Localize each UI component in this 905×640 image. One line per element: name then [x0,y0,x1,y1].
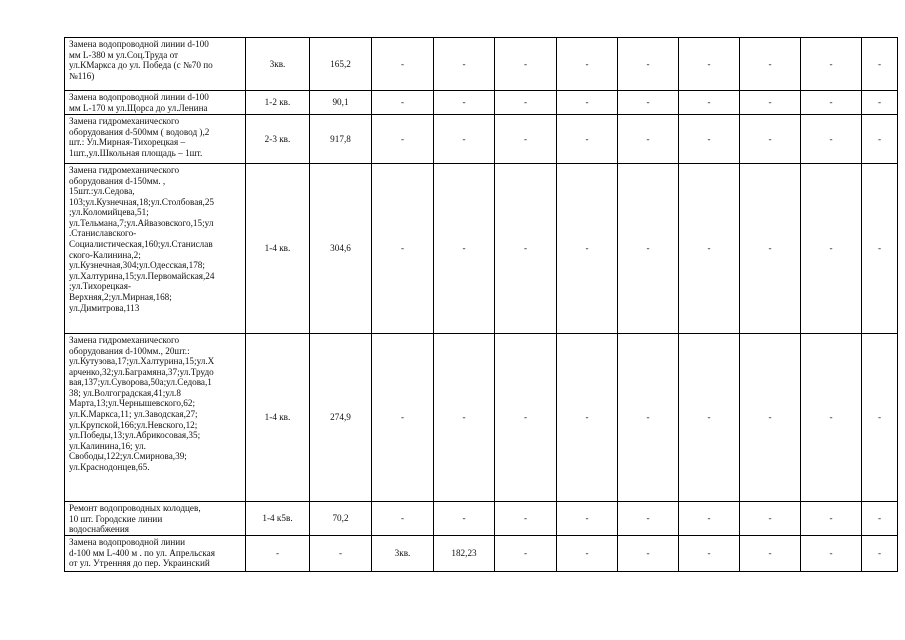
table-cell: 165,2 [310,38,372,91]
work-description-line: оборудования d-150мм. , [69,175,166,186]
table-cell: - [740,91,801,115]
work-description-line: от ул. Утренняя до пер. Украинский [69,558,210,569]
table-cell: - [495,536,557,572]
work-description-line: мм L-170 м ул.Щорса до ул.Ленина [69,102,208,113]
work-description-line: 1шт.,ул.Школьная площадь – 1шт. [69,147,203,158]
table-cell: 3кв. [246,38,310,91]
work-description-line: Марта,13;ул.Чернышевского,62; [69,398,196,409]
table-cell: - [862,115,898,164]
table-cell: - [372,115,434,164]
table-cell: - [495,164,557,334]
table-cell: - [801,536,862,572]
table-cell: - [557,38,618,91]
work-description-line: Верхняя,2;ул.Мирная,168; [69,291,172,302]
table-cell: - [434,334,495,502]
work-description-line: ул.Победы,13;ул.Абрикосовая,35; [69,430,201,441]
table-cell: - [862,91,898,115]
table-cell: - [434,91,495,115]
work-description-line: Замена водопроводной линии d-100 [69,92,209,102]
table-cell: - [495,91,557,115]
table-cell: - [740,536,801,572]
work-description-line: ул.Крупской,166;ул.Невского,12; [69,419,198,430]
table-cell: 917,8 [310,115,372,164]
table-cell: - [618,91,679,115]
table-cell: - [372,164,434,334]
work-description-line: ул.Кутузова,17;ул.Халтурина,15;ул.Х [69,356,215,367]
table-cell: - [801,502,862,536]
work-description-line: Замена гидромеханического [69,116,180,126]
table-cell: - [618,38,679,91]
work-description-line: ул.Краснодонцев,65. [69,461,150,472]
table-cell: 1-4 кв. [246,334,310,502]
work-description-line: ул.Калинина,16; ул. [69,440,146,451]
table-cell: - [679,38,740,91]
table-cell: - [246,536,310,572]
table-row [65,164,898,334]
table-cell: - [434,164,495,334]
work-description-cell [65,334,246,502]
work-description-line: водоснабжения [69,524,129,535]
table-cell: - [495,334,557,502]
work-description-line: ;ул.Тихорецкая- [69,281,132,292]
table-cell: 2-3 кв. [246,115,310,164]
table-cell: 1-2 кв. [246,91,310,115]
table-cell: - [801,164,862,334]
table-cell: - [801,91,862,115]
work-description-line: Замена гидромеханического [69,165,180,175]
table-cell: - [862,536,898,572]
table-cell: - [434,115,495,164]
table-cell: 304,6 [310,164,372,334]
table-cell: - [740,502,801,536]
work-description-line: вая,137;ул.Суворова,50а;ул.Седова,1 [69,377,212,388]
work-description-line: .Станиславского- [69,228,137,239]
work-description-line: 103;ул.Кузнечная,18;ул.Столбовая,25 [69,196,215,207]
table-cell: - [310,536,372,572]
table-cell: - [495,115,557,164]
work-description-line: Ремонт водопроводных колодцев, [69,503,201,513]
table-cell: - [801,38,862,91]
table-cell: 1-4 кв. [246,164,310,334]
table-cell: - [618,334,679,502]
table-cell: - [740,38,801,91]
table-cell: - [434,38,495,91]
work-description-line: оборудования d-100мм., 20шт.: [69,345,190,356]
work-description-cell [65,91,246,115]
table-row [65,91,898,115]
work-description-line: ского-Калинина,2; [69,249,141,260]
table-row [65,115,898,164]
work-description-line: 38; ул.Волгоградская,41;ул.8 [69,387,181,398]
work-description-line: ул.Халтурина,15;ул.Первомайская,24 [69,270,215,281]
table-cell: - [495,502,557,536]
work-description-cell [65,38,246,91]
table-cell: - [862,334,898,502]
table-cell: 1-4 к5в. [246,502,310,536]
work-description-line: шт.: Ул.Мирная-Тихорецкая – [69,137,186,148]
work-description-line: 10 шт. Городские линии [69,513,163,524]
work-description-line: Социалистическая,160;ул.Станислав [69,239,213,250]
table-row [65,502,898,536]
work-description-line: оборудования d-500мм ( водовод ),2 [69,126,210,137]
table-cell: - [618,536,679,572]
table-cell: - [557,91,618,115]
table-cell: - [862,164,898,334]
table-cell: - [557,164,618,334]
work-description-line: Замена водопроводной линии d-100 [69,39,209,49]
table-cell: - [740,334,801,502]
table-cell: - [679,164,740,334]
table-cell: - [372,502,434,536]
table-cell: - [740,115,801,164]
table-cell: - [679,334,740,502]
table-body [65,38,898,572]
table-cell: - [862,38,898,91]
table-cell: - [618,115,679,164]
works-table [64,37,898,572]
table-cell: - [434,502,495,536]
table-cell: 182,23 [434,536,495,572]
work-description-cell [65,536,246,572]
table-cell: - [740,164,801,334]
table-cell: - [801,115,862,164]
work-description-line: ул.Тельмана,7;ул.Айвазовского,15;ул [69,217,214,228]
work-description-line: ул.Кузнечная,304;ул.Одесская,178; [69,260,205,271]
work-description-line: Замена водопроводной линии [69,537,186,547]
table-cell: - [679,536,740,572]
table-cell: - [557,115,618,164]
table-row [65,38,898,91]
table-row [65,334,898,502]
table-cell: - [679,115,740,164]
table-cell: - [557,502,618,536]
work-description-line: арченко,32;ул.Баграмяна,37;ул.Трудо [69,366,214,377]
table-cell: - [801,334,862,502]
table-cell: 3кв. [372,536,434,572]
table-cell: - [618,502,679,536]
work-description-cell [65,164,246,334]
table-cell: - [679,502,740,536]
work-description-line: №116) [69,70,95,81]
table-cell: - [557,334,618,502]
table-cell: 70,2 [310,502,372,536]
work-description-line: ;ул.Коломийцева,51; [69,207,149,218]
table-cell: - [862,502,898,536]
work-description-cell [65,502,246,536]
table-row [65,536,898,572]
work-description-line: 15шт.:ул.Седова, [69,186,135,197]
work-description-line: Свободы,122;ул.Смирнова,39; [69,451,187,462]
table-cell: - [372,91,434,115]
work-description-line: ул.Димитрова,113 [69,302,140,313]
work-description-line: ул.К.Маркса,11; ул.Заводская,27; [69,409,198,420]
table-cell: 90,1 [310,91,372,115]
work-description-line: d-100 мм L-400 м . по ул. Апрельская [69,547,215,558]
table-cell: - [618,164,679,334]
table-cell: - [495,38,557,91]
work-description-cell [65,115,246,164]
table-cell: - [372,38,434,91]
table-cell: - [679,91,740,115]
work-description-line: мм L-380 м ул.Соц.Труда от [69,49,179,60]
table-cell: - [372,334,434,502]
work-description-line: Замена гидромеханического [69,335,180,345]
work-description-line: ул.КМаркса до ул. Победа (с №70 по [69,60,213,71]
table-cell: - [557,536,618,572]
table-cell: 274,9 [310,334,372,502]
